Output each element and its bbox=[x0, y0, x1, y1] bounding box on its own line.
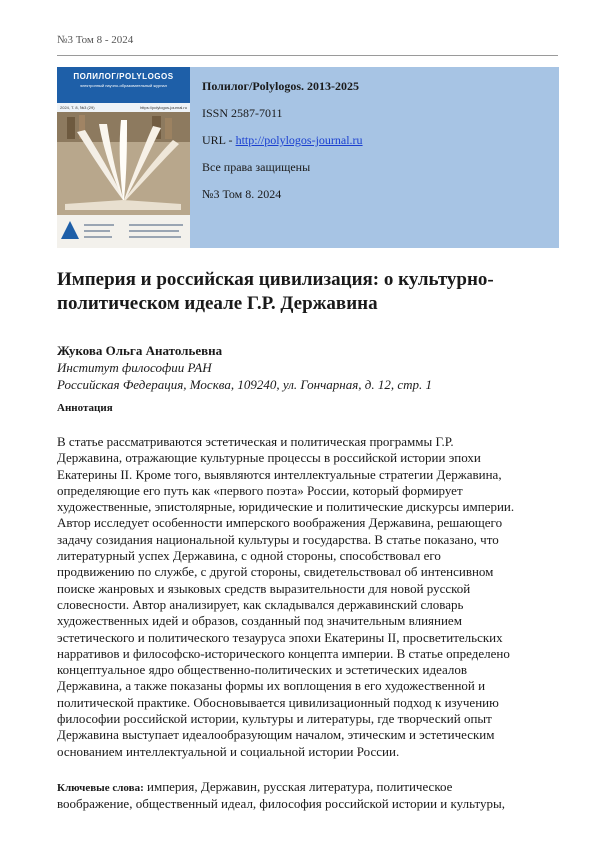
journal-issn: ISSN 2587-7011 bbox=[202, 106, 283, 120]
abstract-line: политической практике. Обосновывается цивилизационный подход к изучению bbox=[57, 694, 499, 710]
abstract-line: словесности. Автор анализирует, как складывался державинский словарь bbox=[57, 596, 464, 612]
abstract-line: Державина выступает идеалообразующим началом, этическим и эстетическим bbox=[57, 727, 495, 743]
cover-subtitle: электронный научно-образовательный журнал bbox=[79, 83, 167, 88]
keywords-line: воображение, общественный идеал, философия российской истории и культуры, bbox=[57, 796, 505, 812]
url-label: URL - bbox=[202, 133, 236, 147]
journal-url-line bbox=[202, 133, 363, 147]
cover-footer-text bbox=[84, 236, 112, 238]
abstract-line: нарративов и философско-исторического концепта империи. В статье определено bbox=[57, 645, 510, 661]
keywords-text: империя, Державин, русская литература, политическое bbox=[143, 779, 453, 794]
abstract-line: В статье рассматриваются эстетическая и политическая программы Г.Р. bbox=[57, 434, 454, 449]
running-head: №3 Том 8 - 2024 bbox=[57, 34, 134, 46]
abstract-line: основанием интеллектуальной и социальной истории России. bbox=[57, 743, 400, 759]
keywords bbox=[57, 779, 557, 813]
journal-info-box bbox=[57, 67, 559, 248]
cover-site: https://polylogos-journal.ru bbox=[140, 105, 187, 110]
author-affiliation: Институт философии РАН bbox=[57, 360, 212, 375]
keywords-line bbox=[57, 779, 557, 796]
journal-details bbox=[190, 67, 363, 248]
article-title: Империя и российская цивилизация: о культурно-политическом идеале Г.Р. Державина bbox=[57, 269, 494, 314]
cover-footer bbox=[57, 215, 190, 248]
journal-rights: Все права защищены bbox=[202, 160, 311, 174]
abstract-line: художественные, эпистолярные, юридические и политические дискурсы империи. bbox=[57, 499, 515, 515]
abstract-line: Державина, отражающие культурные процессы в российской истории эпохи bbox=[57, 450, 481, 466]
cover-footer-text bbox=[84, 224, 114, 226]
journal-url-link[interactable]: http://polylogos-journal.ru bbox=[235, 133, 363, 147]
abstract-line: определяющие его путь как «первого поэта» России, который формирует bbox=[57, 482, 463, 498]
abstract-line: концептуальное ядро общественно-политических и эстетических идеалов bbox=[57, 662, 468, 678]
abstract-line: задачу созидания национальной культуры и государства. В статье показано, что bbox=[57, 531, 499, 547]
abstract-label: Аннотация bbox=[57, 402, 113, 414]
cover-footer-text bbox=[129, 236, 181, 238]
cover-meta bbox=[57, 103, 190, 112]
header-divider bbox=[57, 55, 558, 56]
abstract-line: художественных идей и образов, созданный под значительным влиянием bbox=[57, 613, 462, 629]
abstract-line: литературный успех Державина, с одной стороны, способствовал его bbox=[57, 548, 441, 564]
abstract-line: философии российской истории, культуры и литературы, где творческий опыт bbox=[57, 711, 492, 727]
cover-footer-text bbox=[129, 230, 179, 232]
abstract-text bbox=[57, 434, 552, 760]
abstract-line: Екатерины II. Кроме того, выявляются интеллектуальные стратегии Державина, bbox=[57, 466, 502, 482]
abstract-line: эстетического и политического тезауруса эпохи Екатерины II, просветительских bbox=[57, 629, 503, 645]
author-name: Жукова Ольга Анатольевна bbox=[57, 343, 223, 358]
cover-issue: 2024, Т. 8, №3 (29) bbox=[60, 105, 95, 110]
cover-title: ПОЛИЛОГ/POLYLOGOS bbox=[73, 72, 174, 81]
cover-banner bbox=[57, 67, 190, 103]
journal-cover-image bbox=[57, 67, 190, 248]
abstract-line: поиске жанровых и языковых средств выразительности для новой русской bbox=[57, 580, 471, 596]
keywords-label: Ключевые слова: bbox=[57, 782, 144, 794]
abstract-line: Державина, а также показаны формы их воплощения в его художественной и bbox=[57, 678, 486, 694]
abstract-line: Автор исследует особенности имперского воображения Державина, решающего bbox=[57, 515, 503, 531]
journal-issue: №3 Том 8. 2024 bbox=[202, 187, 282, 201]
cover-footer-text bbox=[129, 224, 183, 226]
journal-name: Полилог/Polylogos. 2013-2025 bbox=[202, 79, 360, 93]
author-address: Российская Федерация, Москва, 109240, ул. Гончарная, д. 12, стр. 1 bbox=[57, 377, 433, 392]
institute-logo bbox=[61, 221, 79, 239]
abstract-line: продвижению по службе, с другой стороны, свидетельствовал об интенсивном bbox=[57, 564, 494, 580]
cover-footer-text bbox=[84, 230, 110, 232]
open-book-illustration bbox=[57, 112, 190, 215]
